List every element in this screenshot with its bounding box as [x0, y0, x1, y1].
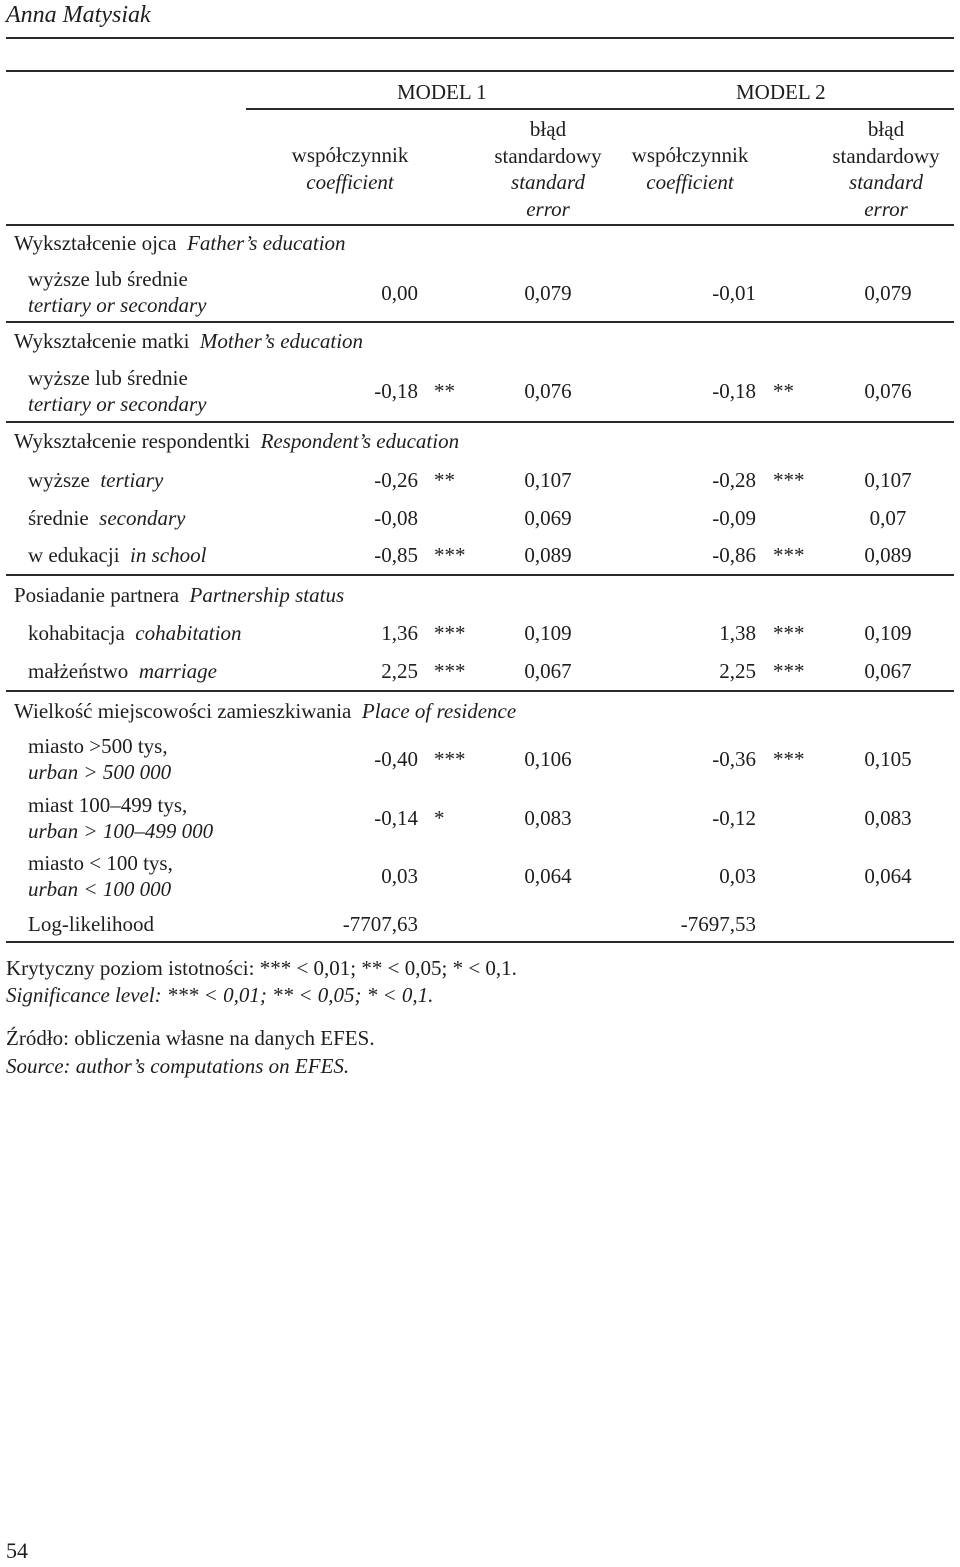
m2-se-header: [816, 116, 956, 222]
row-label: [28, 733, 171, 785]
se-header-en-2: error: [526, 196, 570, 221]
source-note-en: Source: author’s computations on EFES.: [6, 1054, 350, 1078]
row-label: [28, 505, 185, 531]
m2-coefficient: -0,09: [712, 506, 756, 530]
m1-std-error: 0,076: [524, 379, 572, 403]
m2-coefficient: -0,18: [712, 379, 756, 403]
m2-std-error: 0,076: [864, 379, 912, 403]
loglik-label: Log-likelihood: [28, 912, 154, 936]
row-label-en: marriage: [138, 659, 217, 683]
section-label-pl: Wykształcenie ojca: [14, 231, 177, 255]
row-label-en: in school: [130, 543, 207, 567]
m1-coefficient: 2,25: [381, 659, 418, 683]
m1-significance: **: [434, 468, 455, 492]
m2-coefficient: -0,36: [712, 747, 756, 771]
m2-coefficient: -0,86: [712, 543, 756, 567]
m1-coefficient: -0,40: [374, 747, 418, 771]
row-label: [28, 658, 217, 684]
table-top-rule: [6, 70, 954, 72]
row-label: [28, 365, 206, 417]
m1-coefficient: -0,14: [374, 806, 418, 830]
se-header-pl-2: standardowy: [494, 143, 602, 168]
row-label: [28, 467, 163, 493]
row-label-pl: miasto < 100 tys,: [28, 851, 173, 875]
m1-significance: ***: [434, 543, 466, 567]
section-label-pl: Wielkość miejscowości zamieszkiwania: [14, 699, 352, 723]
section-label-en: Partnership status: [189, 583, 345, 607]
header-bottom-rule: [6, 224, 954, 226]
section-label-en: Mother’s education: [199, 329, 364, 353]
m2-significance: **: [773, 379, 794, 403]
row-label-pl: miast 100–499 tys,: [28, 793, 188, 817]
m1-coef-header: [270, 142, 430, 195]
section-label-en: Father’s education: [187, 231, 346, 255]
row-label: [28, 542, 206, 568]
model2-header: MODEL 2: [736, 80, 826, 104]
row-label-en: tertiary or secondary: [28, 293, 207, 317]
row-label-en: urban > 100–499 000: [28, 819, 214, 843]
m1-significance: ***: [434, 659, 466, 683]
m2-std-error: 0,109: [864, 621, 912, 645]
row-label-pl: w edukacji: [28, 543, 120, 567]
row-label-pl: miasto >500 tys,: [28, 734, 168, 758]
se-header-pl-1: błąd: [529, 117, 567, 141]
row-label: [28, 620, 241, 646]
page-number: 54: [6, 1538, 28, 1563]
row-label-en: tertiary or secondary: [28, 392, 207, 416]
m2-coefficient: 1,38: [719, 621, 756, 645]
m2-std-error: 0,07: [869, 506, 907, 530]
coef-header-pl: współczynnik: [631, 143, 749, 167]
m1-significance: ***: [434, 747, 466, 771]
source-note-pl: Źródło: obliczenia własne na danych EFES.: [6, 1026, 375, 1050]
section-respondent: [14, 428, 459, 454]
m1-std-error: 0,107: [524, 468, 572, 492]
se-header-en-1: standard: [511, 170, 585, 194]
top-rule: [6, 37, 954, 39]
m2-significance: ***: [773, 621, 805, 645]
m2-std-error: 0,105: [864, 747, 912, 771]
m2-std-error: 0,067: [864, 659, 912, 683]
row-label-pl: małżeństwo: [28, 659, 129, 683]
se-header-en-1: standard: [849, 170, 923, 194]
m2-coefficient: -0,01: [712, 281, 756, 305]
row-label-en: tertiary: [100, 468, 164, 492]
m1-coefficient: -0,08: [374, 506, 418, 530]
significance-note-pl: Krytyczny poziom istotności: *** < 0,01; ** < 0,05; * < 0,1.: [6, 956, 517, 980]
row-label-en: cohabitation: [135, 621, 242, 645]
significance-note-en: Significance level: *** < 0,01; ** < 0,05; * < 0,1.: [6, 983, 434, 1007]
section-rule: [6, 690, 954, 692]
row-label: [28, 266, 206, 318]
m1-coefficient: -0,18: [374, 379, 418, 403]
m1-coefficient: 1,36: [381, 621, 418, 645]
row-label-pl: wyższe lub średnie: [28, 366, 188, 390]
m2-coefficient: -0,28: [712, 468, 756, 492]
m1-std-error: 0,069: [524, 506, 572, 530]
m1-coefficient: 0,00: [381, 281, 418, 305]
m1-coefficient: -0,85: [374, 543, 418, 567]
model1-header: MODEL 1: [397, 80, 487, 104]
m2-std-error: 0,064: [864, 864, 912, 888]
m1-loglik: -7707,63: [342, 912, 418, 936]
section-residence: [14, 698, 516, 724]
row-label: [28, 850, 173, 902]
m2-significance: ***: [773, 747, 805, 771]
m1-std-error: 0,079: [524, 281, 572, 305]
m2-coefficient: -0,12: [712, 806, 756, 830]
m1-coefficient: -0,26: [374, 468, 418, 492]
row-label-pl: wyższe lub średnie: [28, 267, 188, 291]
row-label: [28, 792, 213, 844]
m1-significance: **: [434, 379, 455, 403]
row-label-en: urban < 100 000: [28, 877, 172, 901]
m1-std-error: 0,083: [524, 806, 572, 830]
m2-coefficient: 0,03: [719, 864, 756, 888]
row-label-en: secondary: [99, 506, 186, 530]
coef-header-en: coefficient: [646, 169, 734, 194]
m2-std-error: 0,089: [864, 543, 912, 567]
section-partnership: [14, 582, 344, 608]
m1-std-error: 0,106: [524, 747, 572, 771]
m1-std-error: 0,067: [524, 659, 572, 683]
section-label-pl: Posiadanie partnera: [14, 583, 180, 607]
se-header-en-2: error: [864, 196, 908, 221]
m2-std-error: 0,083: [864, 806, 912, 830]
m1-significance: ***: [434, 621, 466, 645]
m1-significance: *: [434, 806, 445, 830]
row-label-pl: wyższe: [28, 468, 90, 492]
running-head: Anna Matysiak: [6, 2, 151, 28]
section-mother: [14, 328, 363, 354]
section-label-en: Place of residence: [361, 699, 517, 723]
m1-std-error: 0,064: [524, 864, 572, 888]
row-label-pl: średnie: [28, 506, 89, 530]
m1-std-error: 0,109: [524, 621, 572, 645]
table-bottom-rule: [6, 941, 954, 943]
m1-coefficient: 0,03: [381, 864, 418, 888]
section-rule: [6, 574, 954, 576]
section-label-en: Respondent’s education: [260, 429, 460, 453]
m2-coef-header: [610, 142, 770, 195]
coef-header-pl: współczynnik: [291, 143, 409, 167]
section-label-pl: Wykształcenie matki: [14, 329, 190, 353]
section-rule: [6, 321, 954, 323]
m1-se-header: [478, 116, 618, 222]
m2-significance: ***: [773, 468, 805, 492]
row-label-en: urban > 500 000: [28, 760, 172, 784]
model-header-rule: [246, 108, 954, 110]
section-father: [14, 230, 346, 256]
coef-header-en: coefficient: [306, 169, 394, 194]
se-header-pl-1: błąd: [867, 117, 905, 141]
m2-std-error: 0,079: [864, 281, 912, 305]
se-header-pl-2: standardowy: [832, 143, 940, 168]
row-label-pl: kohabitacja: [28, 621, 125, 645]
m2-loglik: -7697,53: [680, 912, 756, 936]
m2-coefficient: 2,25: [719, 659, 756, 683]
m2-significance: ***: [773, 659, 805, 683]
section-label-pl: Wykształcenie respondentki: [14, 429, 251, 453]
section-rule: [6, 421, 954, 423]
m2-std-error: 0,107: [864, 468, 912, 492]
m2-significance: ***: [773, 543, 805, 567]
m1-std-error: 0,089: [524, 543, 572, 567]
